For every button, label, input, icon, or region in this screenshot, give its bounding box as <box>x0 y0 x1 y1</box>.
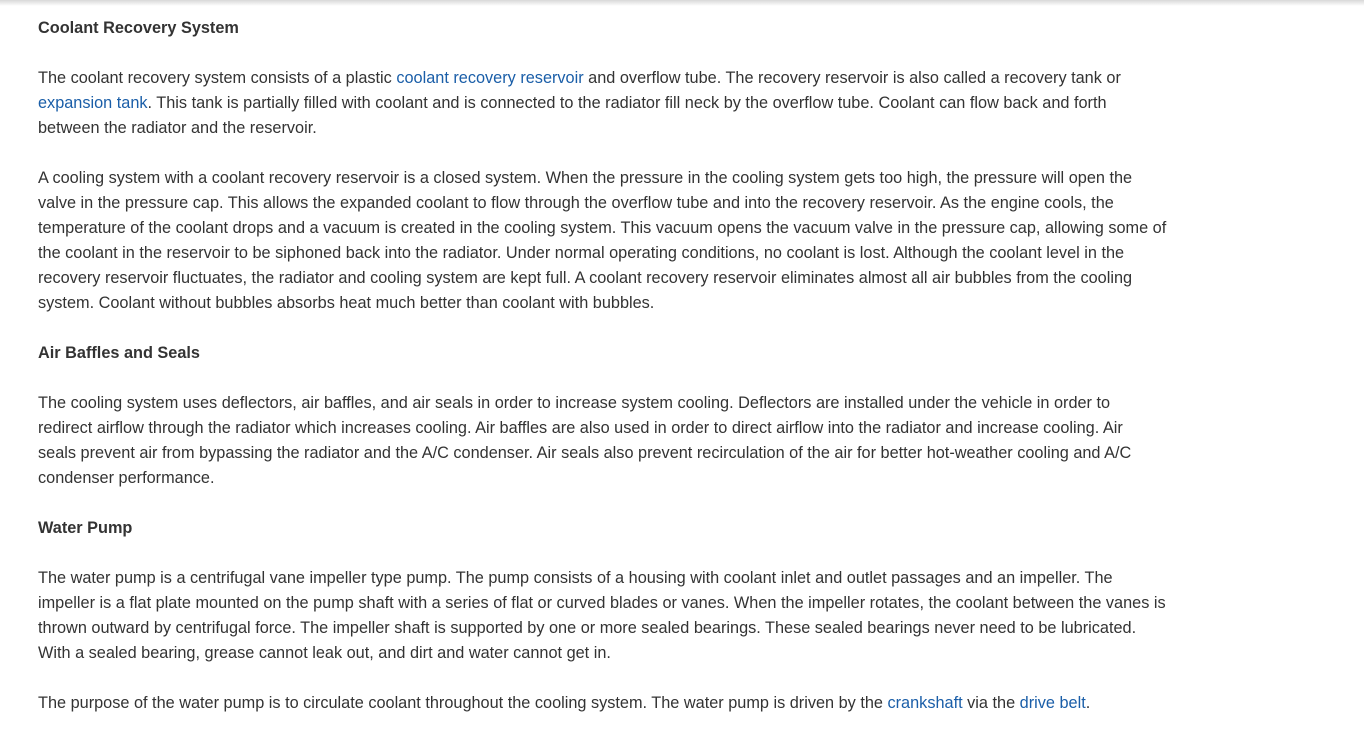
section-heading: Air Baffles and Seals <box>38 344 200 362</box>
text-segment: The cooling system uses deflectors, air baffles, and air seals in order to increase system cooling. Deflectors are installed under the vehicle in order to <box>38 394 1111 412</box>
text-segment: seals prevent air from bypassing the radiator and the A/C condenser. Air seals also prevent recirculation of the air for better hot-weather cooling and A/C <box>38 444 1132 462</box>
paragraph <box>38 691 1166 716</box>
text-line <box>38 391 1166 416</box>
text-segment: The coolant recovery system consists of a plastic <box>38 69 397 87</box>
text-segment: . This tank is partially filled with coolant and is connected to the radiator fill neck by the overflow tube. Coolant can flow back and forth <box>147 94 1107 112</box>
link-coolant-recovery-reservoir[interactable]: coolant recovery reservoir <box>396 69 584 87</box>
link-crankshaft[interactable]: crankshaft <box>887 694 963 712</box>
text-line <box>38 441 1166 466</box>
spacer <box>38 491 1166 516</box>
section-heading: Coolant Recovery System <box>38 19 239 37</box>
article-content <box>38 16 1166 716</box>
text-segment: the coolant in the reservoir to be siphoned back into the radiator. Under normal operating conditions, no coolant is lost. Although the coolant level in the <box>38 244 1125 262</box>
text-line <box>38 616 1166 641</box>
text-segment: impeller is a flat plate mounted on the pump shaft with a series of flat or curved blades or vanes. When the impeller rotates, the coolant between the vanes is <box>38 594 1166 612</box>
text-line <box>38 566 1166 591</box>
spacer <box>38 41 1166 66</box>
spacer <box>38 366 1166 391</box>
spacer <box>38 666 1166 691</box>
paragraph <box>38 166 1166 316</box>
paragraph <box>38 66 1166 141</box>
text-line <box>38 591 1166 616</box>
text-line <box>38 466 1166 491</box>
text-segment: recovery reservoir fluctuates, the radiator and cooling system are kept full. A coolant recovery reservoir eliminates almost all air bubbles from the cooling <box>38 269 1133 287</box>
text-segment: and overflow tube. The recovery reservoir is also called a recovery tank or <box>583 69 1121 87</box>
text-segment: The water pump is a centrifugal vane impeller type pump. The pump consists of a housing with coolant inlet and outlet passages and an impeller. The <box>38 569 1113 587</box>
text-segment: redirect airflow through the radiator which increases cooling. Air baffles are also used in order to direct airflow into the radiator and increase cooling. Air <box>38 419 1123 437</box>
text-line <box>38 691 1166 716</box>
spacer <box>38 141 1166 166</box>
text-segment: With a sealed bearing, grease cannot leak out, and dirt and water cannot get in. <box>38 644 611 662</box>
text-line <box>38 416 1166 441</box>
text-line <box>38 241 1166 266</box>
link-drive-belt[interactable]: drive belt <box>1019 694 1086 712</box>
text-line <box>38 91 1166 116</box>
text-segment: thrown outward by centrifugal force. The impeller shaft is supported by one or more sealed bearings. These sealed bearings never need to be lubricated. <box>38 619 1137 637</box>
text-segment: between the radiator and the reservoir. <box>38 119 317 137</box>
text-line <box>38 116 1166 141</box>
text-segment: A cooling system with a coolant recovery reservoir is a closed system. When the pressure in the cooling system gets too high, the pressure will open the <box>38 169 1133 187</box>
text-segment: condenser performance. <box>38 469 215 487</box>
text-line <box>38 166 1166 191</box>
text-line <box>38 641 1166 666</box>
paragraph <box>38 566 1166 666</box>
text-segment: via the <box>962 694 1020 712</box>
text-line <box>38 216 1166 241</box>
spacer <box>38 541 1166 566</box>
text-line <box>38 291 1166 316</box>
text-line <box>38 266 1166 291</box>
text-segment: temperature of the coolant drops and a vacuum is created in the cooling system. This vacuum opens the vacuum valve in the pressure cap, allowing some of <box>38 219 1167 237</box>
text-line <box>38 66 1166 91</box>
text-segment: The purpose of the water pump is to circulate coolant throughout the cooling system. The water pump is driven by the <box>38 694 888 712</box>
spacer <box>38 316 1166 341</box>
text-line <box>38 191 1166 216</box>
text-segment: . <box>1085 694 1091 712</box>
text-segment: system. Coolant without bubbles absorbs heat much better than coolant with bubbles. <box>38 294 655 312</box>
section-heading: Water Pump <box>38 519 133 537</box>
paragraph <box>38 391 1166 491</box>
link-expansion-tank[interactable]: expansion tank <box>38 94 148 112</box>
text-segment: valve in the pressure cap. This allows the expanded coolant to flow through the overflow tube and into the recovery reservoir. As the engine cools, the <box>38 194 1114 212</box>
header-shadow <box>0 0 1364 6</box>
